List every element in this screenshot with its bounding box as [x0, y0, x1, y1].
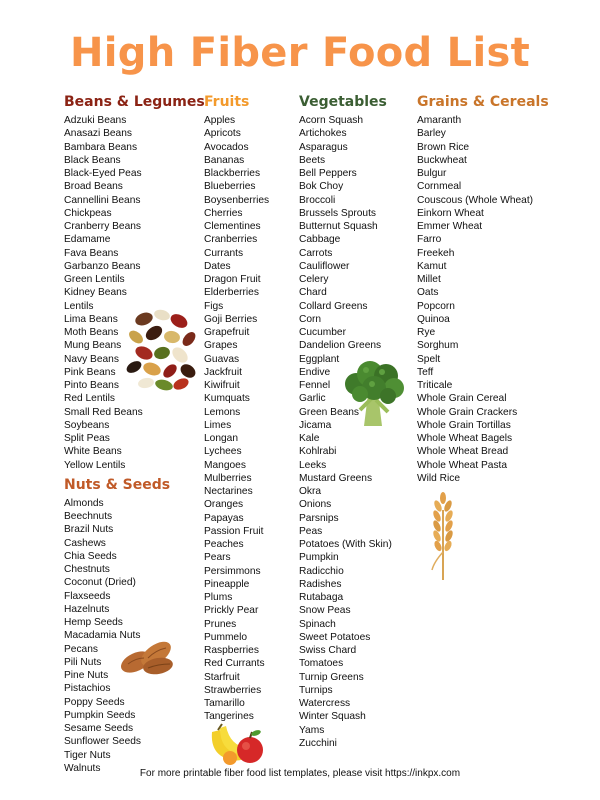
- list-item: Chickpeas: [64, 207, 112, 219]
- list-item: Oats: [417, 287, 439, 299]
- list-item: Kumquats: [204, 393, 250, 405]
- list-item: Edamame: [64, 234, 111, 246]
- list-item: Rye: [417, 327, 436, 338]
- list-item: Coconut (Dried): [64, 577, 136, 589]
- list-item: Currants: [204, 247, 244, 259]
- list-item: Bulgur: [417, 168, 447, 179]
- list-item: Peas: [299, 525, 323, 537]
- list-item: Triticale: [417, 380, 453, 391]
- list-item: Mangoes: [204, 459, 246, 471]
- list-item: Yellow Lentils: [64, 459, 126, 471]
- list-item: Grapefruit: [204, 327, 250, 338]
- section-nuts-seeds: [64, 475, 199, 775]
- list-item: Whole Wheat Bagels: [417, 433, 513, 444]
- list-item: Brussels Sprouts: [299, 207, 377, 219]
- list-item: Pears: [204, 552, 231, 564]
- list-item: Wild Rice: [417, 472, 461, 484]
- list-item: Artichokes: [299, 128, 347, 140]
- list-item: Strawberries: [204, 684, 262, 696]
- list-item: Pine Nuts: [64, 670, 109, 681]
- list-item: Einkorn Wheat: [417, 207, 484, 219]
- list-item: Tamarillo: [204, 698, 245, 709]
- list-item: Kohlrabi: [299, 446, 337, 458]
- list-item: Tomatoes: [299, 658, 344, 670]
- list-item: Blackberries: [204, 168, 261, 179]
- list-item: Farro: [417, 234, 442, 246]
- list-item: Garlic: [299, 393, 326, 405]
- list-item: Barley: [417, 128, 446, 140]
- list-item: Quinoa: [417, 313, 450, 325]
- list-item: Hazelnuts: [64, 603, 110, 615]
- list-item: Butternut Squash: [299, 221, 378, 232]
- list-item: Pumpkin: [299, 552, 339, 564]
- list-item: Goji Berries: [204, 313, 258, 325]
- list-item: Millet: [417, 274, 441, 285]
- list-item: Brown Rice: [417, 141, 470, 153]
- list-item: Amaranth: [417, 115, 462, 126]
- list-item: Macadamia Nuts: [64, 630, 141, 642]
- list-item: Peaches: [204, 539, 244, 550]
- list-item: Whole Grain Cereal: [417, 393, 507, 405]
- list-item: Hemp Seeds: [64, 617, 123, 628]
- list-item: Pineapple: [204, 578, 250, 590]
- list-item: Couscous (Whole Wheat): [417, 194, 534, 206]
- list-item: Sesame Seeds: [64, 723, 134, 734]
- list-item: Papayas: [204, 512, 244, 524]
- list-item: Anasazi Beans: [64, 128, 132, 140]
- broccoli-illustration: [342, 358, 406, 428]
- list-item: Chestnuts: [64, 564, 110, 575]
- list-item: Carrots: [299, 247, 333, 259]
- heading-vegetables: Vegetables: [299, 94, 387, 110]
- list-item: Fava Beans: [64, 247, 119, 259]
- list-item: Emmer Wheat: [417, 221, 483, 232]
- list-vegetables: [299, 114, 414, 750]
- list-item: Cauliflower: [299, 260, 350, 272]
- list-item: Green Beans: [299, 406, 360, 418]
- list-item: Bell Peppers: [299, 168, 357, 179]
- list-item: Soybeans: [64, 419, 110, 431]
- list-item: Red Currants: [204, 658, 265, 670]
- list-item: Adzuki Beans: [64, 115, 127, 126]
- list-item: Sunflower Seeds: [64, 736, 142, 748]
- list-item: Sweet Potatoes: [299, 631, 371, 643]
- footer-note: For more printable fiber food list templates, please visit https://inkpx.com: [139, 768, 461, 779]
- list-item: Potatoes (With Skin): [299, 539, 392, 550]
- list-item: Kidney Beans: [64, 287, 127, 299]
- list-item: Lychees: [204, 446, 242, 458]
- list-item: Swiss Chard: [299, 645, 357, 656]
- list-item: Acorn Squash: [299, 115, 363, 126]
- list-item: Pistachios: [64, 683, 111, 695]
- list-item: Pecans: [64, 643, 98, 655]
- list-item: Starfruit: [204, 671, 240, 683]
- list-item: Mung Beans: [64, 340, 122, 352]
- list-item: Whole Grain Crackers: [417, 406, 518, 418]
- list-item: Fennel: [299, 380, 331, 391]
- list-item: Cucumber: [299, 327, 346, 338]
- list-item: Small Red Beans: [64, 406, 143, 418]
- list-item: Whole Wheat Bread: [417, 446, 509, 458]
- list-item: Celery: [299, 274, 329, 285]
- list-item: Prickly Pear: [204, 605, 259, 617]
- list-item: Apples: [204, 115, 236, 126]
- list-item: Endive: [299, 366, 331, 378]
- list-item: Raspberries: [204, 645, 259, 656]
- list-item: Rutabaga: [299, 592, 344, 603]
- page-title: High Fiber Food List: [69, 30, 531, 76]
- list-item: Brazil Nuts: [64, 524, 114, 536]
- list-item: Freekeh: [417, 247, 455, 259]
- list-item: Avocados: [204, 141, 249, 153]
- list-item: Onions: [299, 499, 332, 511]
- heading-beans-legumes: Beans & Legumes: [64, 94, 205, 110]
- list-item: Parsnips: [299, 512, 339, 524]
- list-item: Eggplant: [299, 353, 340, 365]
- wheat-stalk-illustration: [426, 492, 460, 582]
- list-item: Garbanzo Beans: [64, 260, 141, 272]
- list-item: Oranges: [204, 499, 244, 511]
- list-item: Kiwifruit: [204, 380, 240, 391]
- list-item: Poppy Seeds: [64, 696, 125, 708]
- list-item: Limes: [204, 419, 232, 431]
- list-item: Chia Seeds: [64, 550, 117, 562]
- list-item: Cherries: [204, 207, 243, 219]
- list-item: Dates: [204, 260, 231, 272]
- list-item: Prunes: [204, 618, 237, 630]
- list-item: Clementines: [204, 221, 261, 232]
- list-item: Pink Beans: [64, 366, 116, 378]
- list-item: Tangerines: [204, 711, 254, 723]
- list-item: Corn: [299, 313, 322, 325]
- list-item: Nectarines: [204, 486, 253, 497]
- list-item: Spinach: [299, 618, 336, 630]
- list-item: Winter Squash: [299, 711, 366, 723]
- banana-apple-illustration: [206, 722, 266, 766]
- list-item: Navy Beans: [64, 353, 119, 365]
- list-item: Dragon Fruit: [204, 274, 261, 285]
- list-item: Mustard Greens: [299, 472, 373, 484]
- list-item: Snow Peas: [299, 605, 351, 617]
- list-item: Pili Nuts: [64, 656, 102, 668]
- list-item: Radicchio: [299, 565, 344, 577]
- list-item: Green Lentils: [64, 274, 125, 285]
- list-item: Cannellini Beans: [64, 194, 141, 206]
- list-item: Cranberries: [204, 234, 258, 246]
- mixed-beans-illustration: [124, 305, 200, 391]
- list-item: Persimmons: [204, 565, 261, 577]
- list-item: Chard: [299, 287, 327, 299]
- list-item: Beets: [299, 154, 326, 166]
- list-item: Black-Eyed Peas: [64, 168, 142, 179]
- heading-nuts-seeds: Nuts & Seeds: [64, 476, 171, 493]
- list-item: Moth Beans: [64, 327, 119, 338]
- list-item: Zucchini: [299, 737, 337, 749]
- list-item: Kale: [299, 433, 320, 444]
- list-item: Kamut: [417, 260, 447, 272]
- list-item: Beechnuts: [64, 511, 113, 522]
- heading-fruits: Fruits: [204, 94, 250, 110]
- list-item: Popcorn: [417, 300, 455, 312]
- list-item: Whole Grain Tortillas: [417, 419, 511, 431]
- list-item: Cornmeal: [417, 181, 462, 193]
- list-item: Radishes: [299, 578, 342, 590]
- list-item: Tiger Nuts: [64, 749, 111, 761]
- list-item: Asparagus: [299, 141, 348, 153]
- list-item: Leeks: [299, 459, 327, 471]
- list-item: Pinto Beans: [64, 380, 119, 391]
- list-item: Elderberries: [204, 287, 259, 299]
- list-item: Plums: [204, 592, 233, 603]
- list-item: Watercress: [299, 698, 351, 709]
- list-grains-cereals: [417, 114, 567, 485]
- list-item: Lentils: [64, 300, 94, 312]
- list-item: Lemons: [204, 406, 241, 418]
- list-item: Red Lentils: [64, 393, 115, 405]
- list-item: Teff: [417, 366, 434, 378]
- list-item: Bambara Beans: [64, 141, 138, 153]
- column-grains-cereals: [417, 92, 567, 485]
- list-item: Bananas: [204, 154, 245, 166]
- list-item: Mulberries: [204, 472, 252, 484]
- list-item: Broad Beans: [64, 181, 123, 193]
- list-item: Lima Beans: [64, 313, 118, 325]
- list-item: Bok Choy: [299, 181, 344, 193]
- list-item: Jackfruit: [204, 366, 242, 378]
- list-item: Buckwheat: [417, 154, 467, 166]
- list-item: Black Beans: [64, 154, 121, 166]
- column-fruits: [204, 92, 296, 724]
- list-item: Figs: [204, 300, 224, 312]
- list-item: Walnuts: [64, 762, 101, 774]
- list-item: Longan: [204, 433, 238, 444]
- list-item: Sorghum: [417, 340, 459, 352]
- list-item: Cabbage: [299, 234, 341, 246]
- list-item: Collard Greens: [299, 300, 368, 312]
- list-item: Guavas: [204, 353, 240, 365]
- list-item: Cashews: [64, 537, 106, 549]
- list-fruits: [204, 114, 296, 724]
- list-item: Turnip Greens: [299, 671, 364, 683]
- heading-grains-cereals: Grains & Cereals: [417, 94, 549, 110]
- list-beans-legumes: [64, 114, 199, 472]
- list-item: Yams: [299, 724, 325, 736]
- list-item: Cranberry Beans: [64, 221, 142, 232]
- list-item: Split Peas: [64, 433, 110, 444]
- list-item: Flaxseeds: [64, 590, 111, 602]
- list-item: Blueberries: [204, 181, 256, 193]
- list-item: Dandelion Greens: [299, 340, 382, 352]
- list-item: Pummelo: [204, 631, 248, 643]
- list-item: Grapes: [204, 340, 238, 352]
- list-item: Turnips: [299, 684, 333, 696]
- list-item: Spelt: [417, 353, 441, 365]
- list-item: Okra: [299, 486, 322, 497]
- list-item: Apricots: [204, 128, 241, 140]
- list-item: Jicama: [299, 419, 332, 431]
- list-item: Boysenberries: [204, 194, 270, 206]
- list-item: Whole Wheat Pasta: [417, 459, 508, 471]
- list-item: Broccoli: [299, 194, 336, 206]
- list-item: Passion Fruit: [204, 525, 264, 537]
- list-item: Pumpkin Seeds: [64, 709, 136, 721]
- list-item: White Beans: [64, 446, 122, 458]
- almonds-illustration: [118, 636, 178, 678]
- list-item: Almonds: [64, 497, 104, 509]
